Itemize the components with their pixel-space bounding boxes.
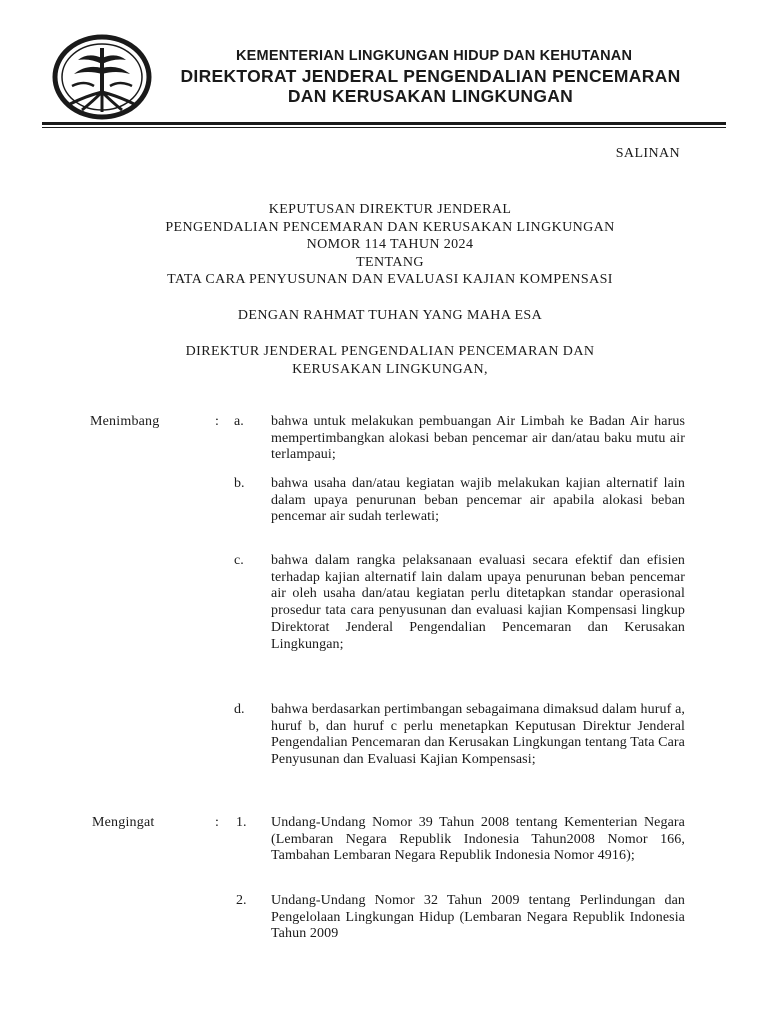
list-item: bahwa untuk melakukan pembuangan Air Limbah ke Badan Air harus mempertimbangkan alokasi beban pencemar air dan/atau baku mutu air terlampaui; [271, 414, 685, 463]
decree-number: NOMOR 114 TAHUN 2024 [306, 237, 474, 252]
ministry-name: KEMENTERIAN LINGKUNGAN HIDUP DAN KEHUTANAN [236, 48, 633, 64]
directorate-name-line1: DIREKTORAT JENDERAL PENGENDALIAN PENCEMARAN [180, 66, 681, 86]
list-item: bahwa dalam rangka pelaksanaan evaluasi secara efektif dan efisien terhadap kajian alternatif lain dalam upaya penurunan beban pencemar air oleh usaha dan/atau kegiatan perlu ditetapkan standar operasional prosedur tata cara penyusunan dan evaluasi kajian Kompensasi lingkup Direktorat Jenderal Pengendalian Pencemaran dan Kerusakan Lingkungan; [271, 553, 685, 652]
mengingat-label: Mengingat [92, 815, 155, 830]
directorate-name-line2: DAN KERUSAKAN LINGKUNGAN [287, 86, 574, 106]
copy-stamp: SALINAN [615, 146, 680, 161]
letterhead [0, 0, 768, 132]
menimbang-label: Menimbang [90, 414, 160, 429]
title-line: TENTANG [356, 254, 424, 270]
list-item: Undang-Undang Nomor 39 Tahun 2008 tentang Kementerian Negara (Lembaran Negara Republik Indonesia Tahun2008 Nomor 166, Tambahan Lembaran Negara Republik Indonesia Nomor 4916); [271, 815, 685, 864]
letterhead-divider-thin [42, 127, 726, 128]
issuer-block [100, 343, 680, 378]
list-item: Undang-Undang Nomor 32 Tahun 2009 tentang Perlindungan dan Pengelolaan Lingkungan Hidup (Lembaran Negara Republik Indonesia Tahun 2009 [271, 893, 685, 942]
issuer-line: KERUSAKAN LINGKUNGAN, [292, 361, 488, 377]
list-item-marker: c. [234, 553, 244, 568]
list-item: bahwa usaha dan/atau kegiatan wajib melakukan kajian alternatif lain dalam upaya penurunan beban pencemar air apabila alokasi beban pencemar air sudah terlewati; [271, 476, 685, 525]
list-item-marker: a. [234, 414, 244, 429]
ministry-emblem-icon [52, 34, 152, 120]
list-item-marker: b. [234, 476, 245, 491]
title-line: PENGENDALIAN PENCEMARAN DAN KERUSAKAN LINGKUNGAN [165, 219, 615, 235]
mengingat-colon: : [215, 815, 219, 830]
list-item: bahwa berdasarkan pertimbangan sebagaimana dimaksud dalam huruf a, huruf b, dan huruf c perlu menetapkan Keputusan Direktur Jenderal Pengendalian Pencemaran dan Kerusakan Lingkungan tentang Tata Cara Penyusunan dan Evaluasi Kajian Kompensasi; [271, 702, 685, 768]
menimbang-colon: : [215, 414, 219, 429]
list-item-marker: 1. [236, 815, 247, 830]
issuer-line: DIREKTUR JENDERAL PENGENDALIAN PENCEMARAN DAN [185, 344, 595, 359]
list-item-marker: d. [234, 702, 245, 717]
decree-subject: TATA CARA PENYUSUNAN DAN EVALUASI KAJIAN KOMPENSASI [167, 272, 613, 287]
letterhead-divider-thick [42, 122, 726, 125]
title-line: KEPUTUSAN DIREKTUR JENDERAL [268, 202, 512, 217]
decree-title [100, 201, 680, 289]
invocation: DENGAN RAHMAT TUHAN YANG MAHA ESA [237, 308, 543, 323]
list-item-marker: 2. [236, 893, 247, 908]
